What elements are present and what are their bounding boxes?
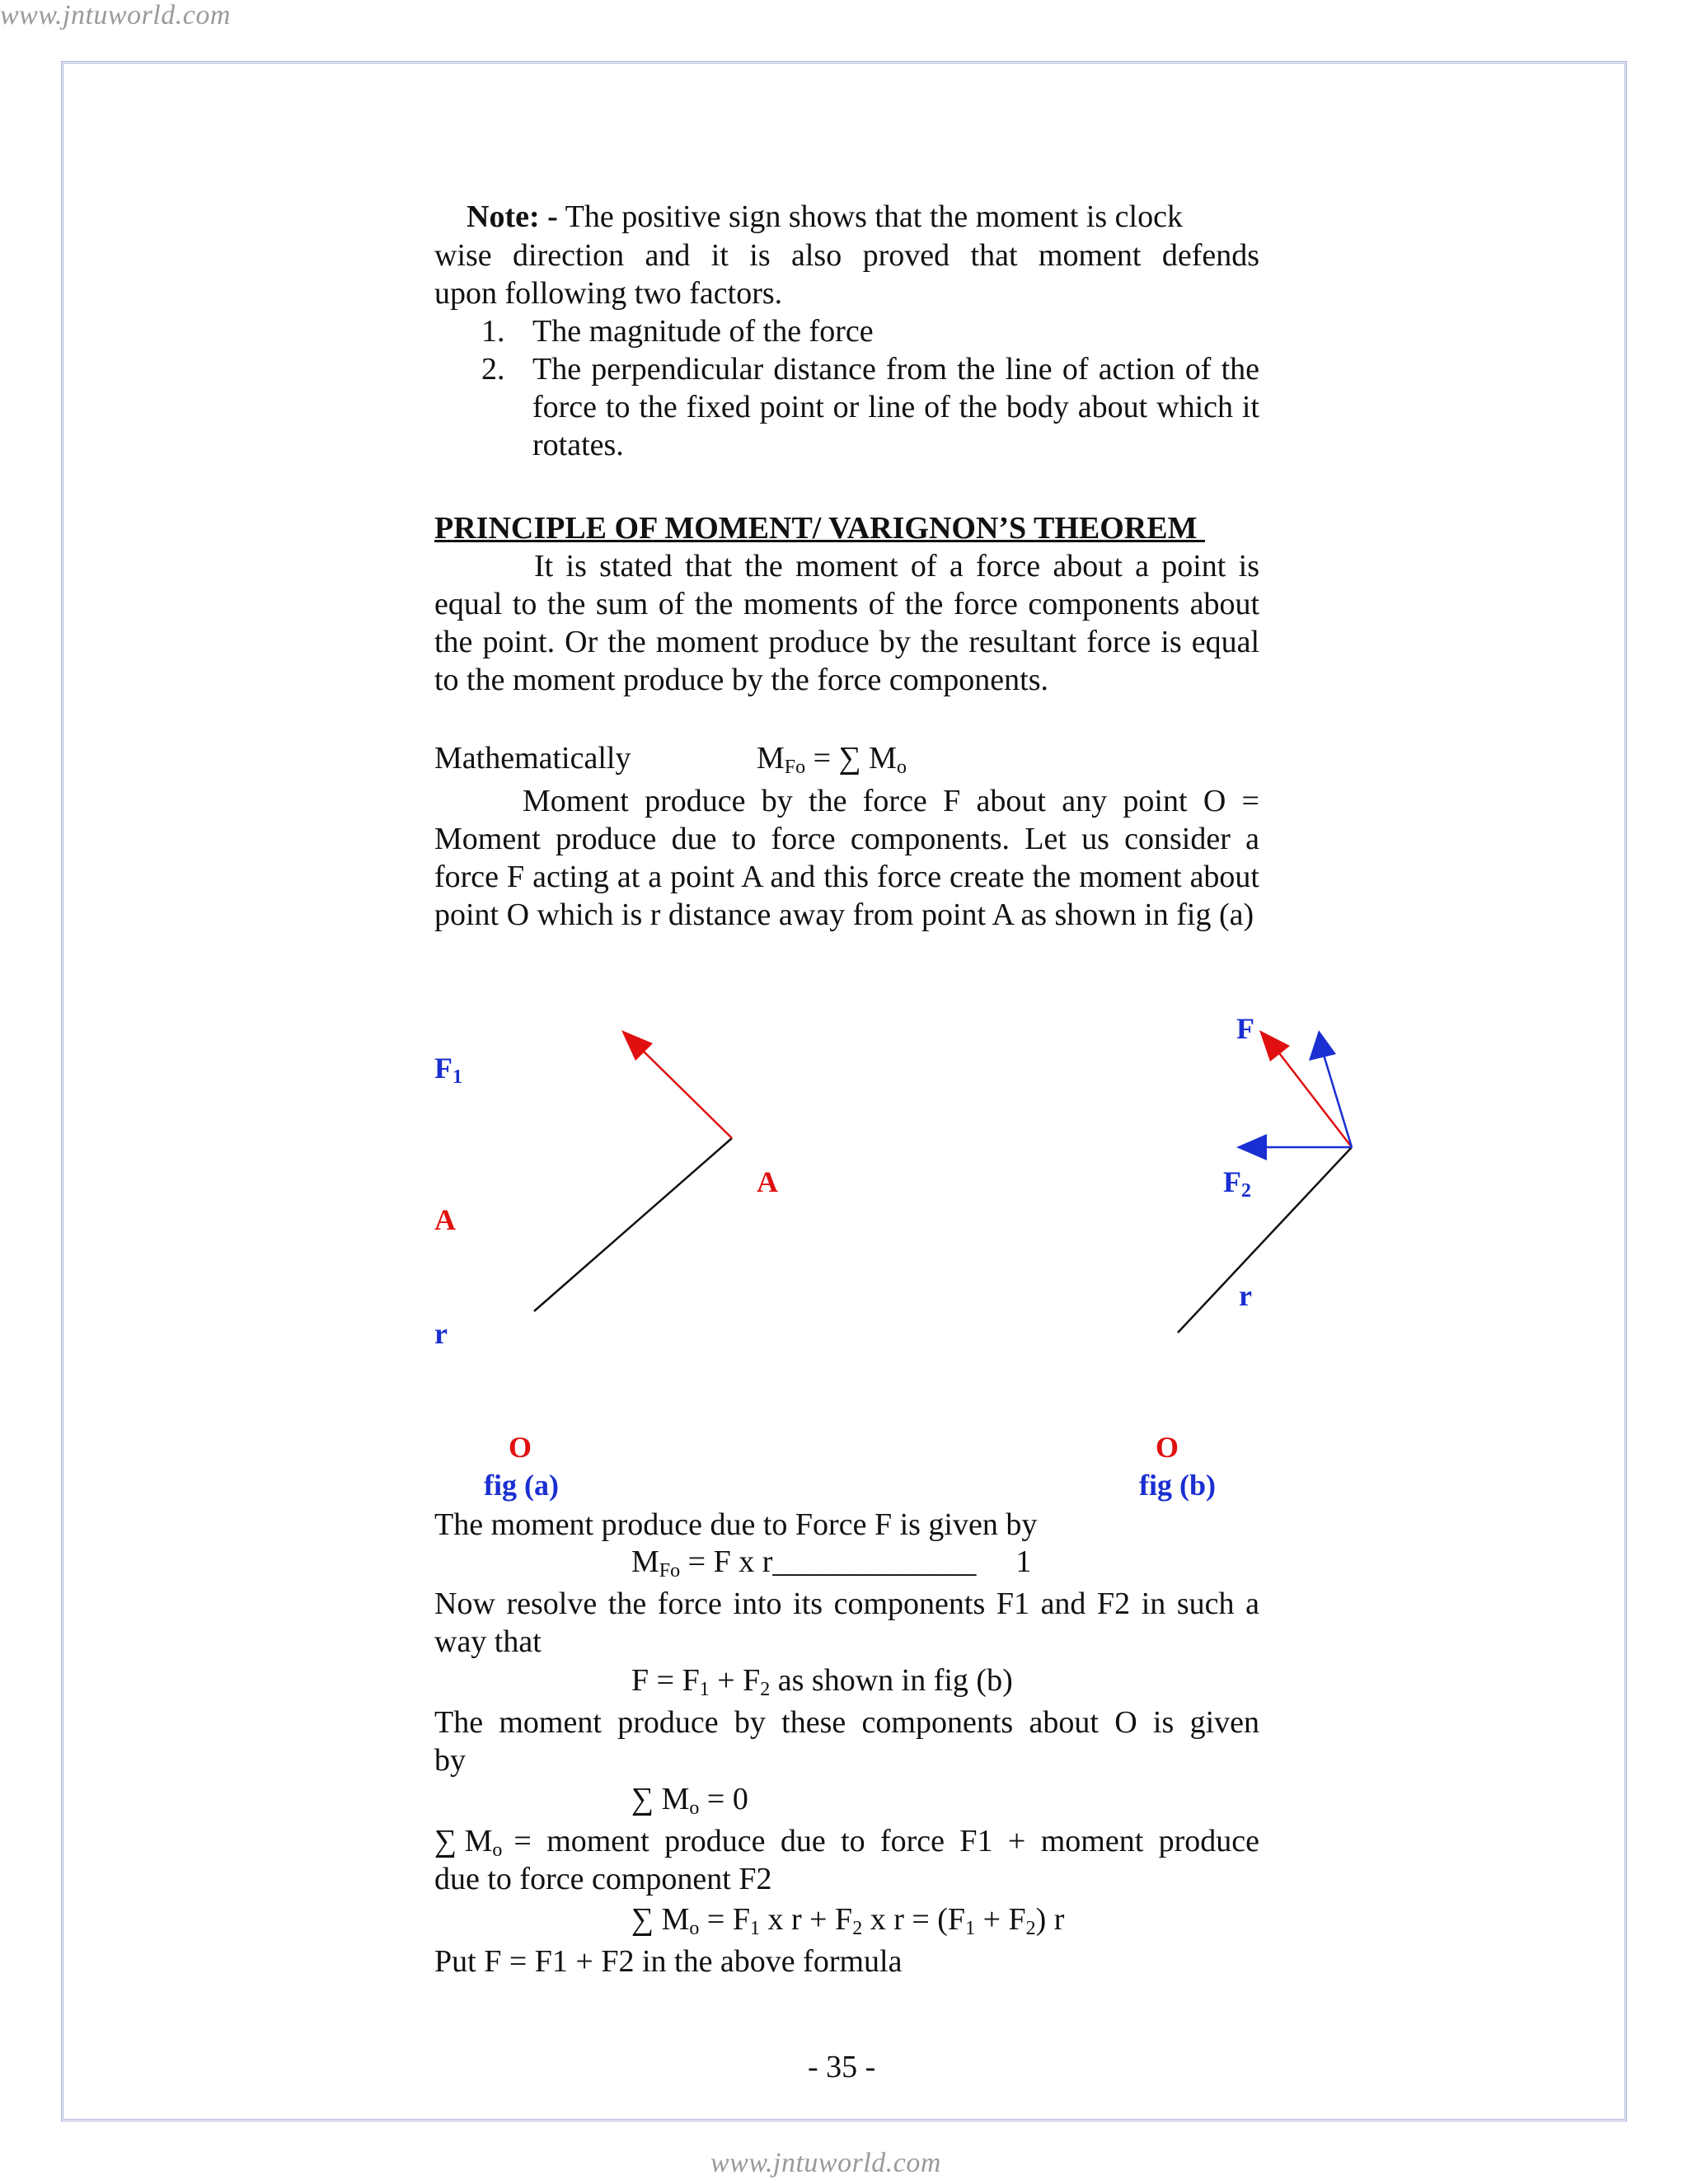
put-line: Put F = F1 + F2 in the above formula	[434, 1944, 903, 1979]
note-line-3: upon following two factors.	[434, 276, 783, 311]
moment-paragraph: Moment produce by the force F about any point O = Moment produce due to force components. Let us consider a force F acting at a point A and this force create the moment about point O which is r distance away from point A as shown in fig (a)	[434, 784, 1259, 932]
fig-b-f2-arrowhead	[1236, 1134, 1267, 1160]
equation-3: ∑ $M_o = 0$	[631, 1782, 748, 1819]
section-heading: PRINCIPLE OF MOMENT/ VARIGNON’S THEOREM	[434, 511, 1205, 546]
list-number: 2.	[481, 352, 505, 387]
list-text: The magnitude of the force	[532, 314, 874, 349]
fig-b-force-shaft	[1274, 1047, 1352, 1147]
fig-b-r-line	[1178, 1147, 1352, 1333]
list-number: 1.	[481, 314, 505, 349]
fig-b-f1-arrowhead	[1309, 1030, 1336, 1061]
fig-b-caption: fig (b)	[1139, 1469, 1216, 1502]
watermark-bottom: www.jntuworld.com	[710, 2148, 941, 2178]
fig-b-F2-label: $F_2$	[1223, 1165, 1251, 1202]
list-text: The perpendicular distance from the line of action of the force to the fixed point or line of the body about which it rotates.	[532, 352, 1259, 462]
equation-2: $F = F_1 + F_2$ as shown in fig (b)	[631, 1663, 1013, 1700]
note-label: Note: -	[467, 199, 558, 234]
math-o: o	[896, 757, 907, 778]
eq-intro: The moment produce due to Force F is given by	[434, 1507, 1038, 1542]
equation-1: $M_{Fo} = F$ x r_____________ 1	[631, 1544, 1032, 1582]
resolve-line-2: way that	[434, 1624, 542, 1659]
fig-a-force-shaft	[639, 1047, 732, 1138]
theorem-statement: It is stated that the moment of a force about a point is equal to the sum of the moments of the force components about the point. Or the moment produce by the resultant force is equal to the moment produce by the force components.	[434, 549, 1259, 697]
fig-b-force-arrowhead	[1259, 1030, 1290, 1062]
fig-a-r-label: r	[434, 1317, 448, 1350]
sum-line-2: due to force component F2	[434, 1862, 772, 1896]
fig-a-O-label: O	[509, 1431, 532, 1464]
resolve-line-1: Now resolve the force into its components F1 and F2 in such a	[434, 1586, 1259, 1621]
components-line-2: by	[434, 1743, 466, 1778]
equation-4: ∑ $M_o = F_1$ x $r + F_2$ x $r = (F_1 + F_2)$ r	[631, 1902, 1065, 1939]
equation-number: 1	[1015, 1544, 1032, 1579]
fig-b-O-label: O	[1156, 1431, 1179, 1464]
math-M: M	[757, 741, 785, 776]
fig-a-A-label-left: A	[434, 1203, 456, 1236]
math-label: Mathematically	[434, 741, 631, 776]
fig-a-A-label-right: A	[757, 1165, 778, 1198]
watermark-top: www.jntuworld.com	[0, 0, 231, 30]
note-line-2: wise direction and it is also proved that moment defends	[434, 238, 1259, 273]
math-Fo: Fo	[784, 757, 806, 778]
page-number: - 35 -	[808, 2050, 876, 2084]
fig-a-r-line	[534, 1138, 732, 1311]
fig-a-caption: fig (a)	[484, 1469, 559, 1502]
math-rest: = ∑ M	[805, 741, 897, 776]
fig-b-r-label: r	[1239, 1279, 1252, 1312]
fig-b-F-label: F	[1236, 1012, 1254, 1045]
note-text-1: The positive sign shows that the moment is clock	[565, 199, 1183, 234]
fig-a-F1-label: $F_1$	[434, 1052, 462, 1088]
components-line-1: The moment produce by these components about O is given	[434, 1705, 1259, 1740]
sum-line-1: ∑ $M_o$ = moment produce due to force F1 + moment produce	[434, 1824, 1259, 1861]
fig-b-f1-shaft	[1324, 1055, 1352, 1147]
